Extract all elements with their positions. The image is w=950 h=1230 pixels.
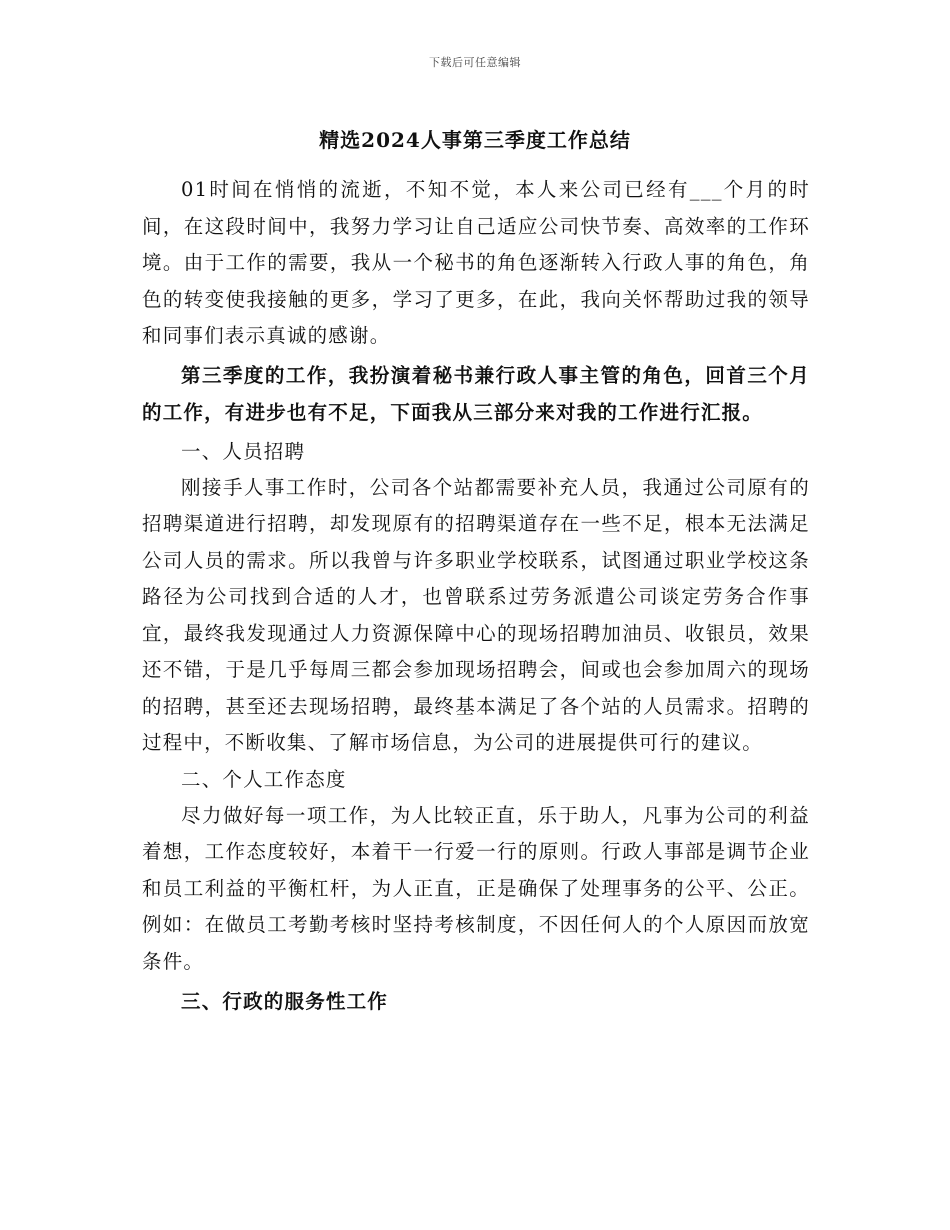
- summary-paragraph: 第三季度的工作，我扮演着秘书兼行政人事主管的角色，回首三个月的工作，有进步也有不足，下面我从三部分来对我的工作进行汇报。: [142, 363, 810, 424]
- section-body-recruitment: 刚接手人事工作时，公司各个站都需要补充人员，我通过公司原有的招聘渠道进行招聘，却发现原有的招聘渠道存在一些不足，根本无法满足公司人员的需求。所以我曾与许多职业学校联系，试图通过职业学校这条路径为公司找到合适的人才，也曾联系过劳务派遣公司谈定劳务合作事宜，最终我发现通过人力资源保障中心的现场招聘加油员、收银员，效果还不错，于是几乎每周三都会参加现场招聘会，间或也会参加周六的现场的招聘，甚至还去现场招聘，最终基本满足了各个站的人员需求。招聘的过程中，不断收集、了解市场信息，为公司的进展提供可行的建议。: [142, 475, 810, 754]
- document-title: 精选2024人事第三季度工作总结: [319, 128, 631, 152]
- section-heading-admin-service: 三、行政的服务性工作: [181, 990, 389, 1013]
- page-header-note: 下载后可任意编辑: [429, 56, 521, 69]
- section-heading-work-attitude: 二、个人工作态度: [181, 767, 347, 791]
- document-body: [142, 172, 810, 1020]
- section-heading-recruitment: 一、人员招聘: [181, 439, 306, 463]
- section-body-work-attitude: 尽力做好每一项工作，为人比较正直，乐于助人，凡事为公司的利益着想，工作态度较好，本着干一行爱一行的原则。行政人事部是调节企业和员工利益的平衡杠杆，为人正直，正是确保了处理事务的公平、公正。例如：在做员工考勤考核时坚持考核制度，不因任何人的个人原因而放宽条件。: [142, 803, 810, 973]
- intro-paragraph: 01时间在悄悄的流逝，不知不觉，本人来公司已经有___个月的时间，在这段时间中，我努力学习让自己适应公司快节奏、高效率的工作环境。由于工作的需要，我从一个秘书的角色逐渐转入行政人事的角色，角色的转变使我接触的更多，学习了更多，在此，我向关怀帮助过我的领导和同事们表示真诚的感谢。: [142, 178, 810, 347]
